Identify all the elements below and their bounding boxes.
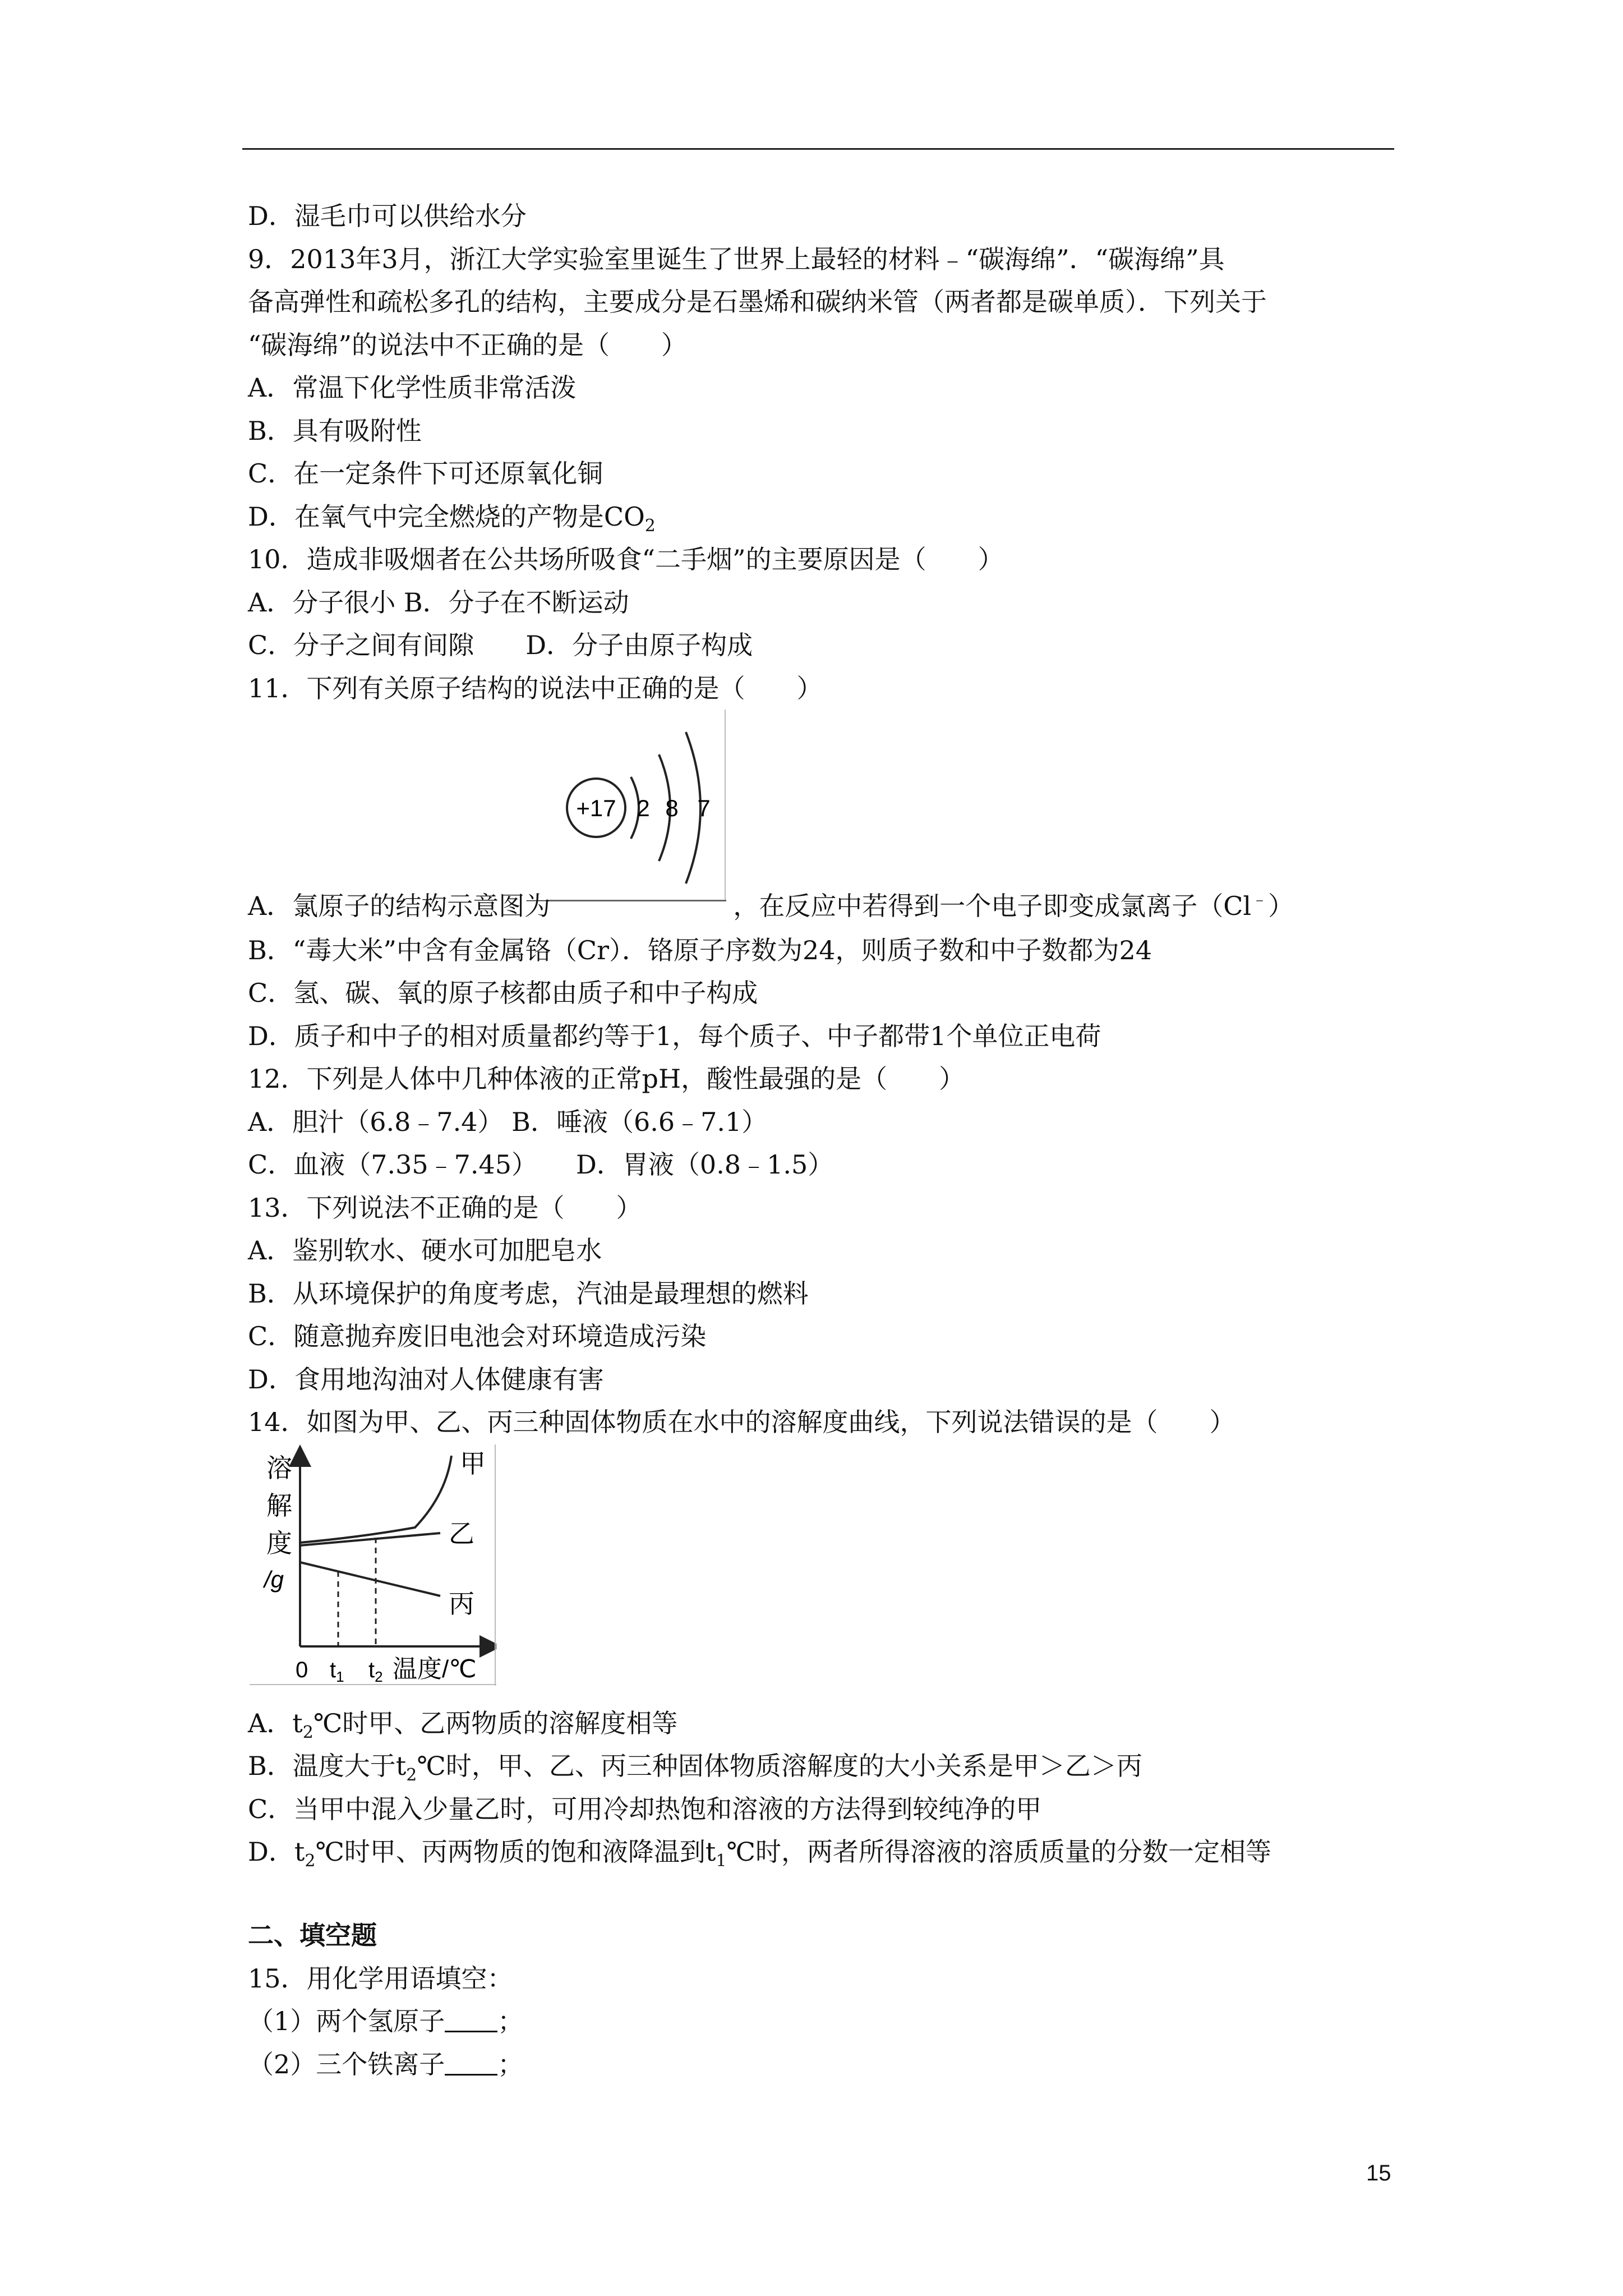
option-14a [248, 1706, 677, 1750]
option-11a-close: ） [1268, 891, 1294, 921]
option-13a: A．鉴别软水、硬水可加肥皂水 [248, 1235, 602, 1266]
option-13d: D．食用地沟油对人体健康有害 [248, 1364, 604, 1395]
option-14b-subscript: 2 [406, 1765, 417, 1785]
option-14d-lead: D．t [248, 1837, 305, 1867]
shell-1-electrons: 2 [637, 795, 650, 821]
t1-label [330, 1658, 344, 1685]
question-15-part1 [248, 2004, 523, 2038]
solubility-curve-chart [250, 1444, 496, 1686]
question-15-part2-end: ； [497, 2049, 524, 2079]
option-13b: B．从环境保护的角度考虑，汽油是最理想的燃料 [248, 1278, 809, 1309]
question-10: 10．造成非吸烟者在公共场所吸食“二手烟”的主要原因是（ ） [248, 544, 1004, 574]
t1-subscript: 1 [336, 1668, 344, 1685]
option-9a: A．常温下化学性质非常活泼 [248, 372, 577, 403]
shell-2-electrons: 8 [665, 795, 679, 821]
page-number: 15 [1366, 2161, 1391, 2185]
option-9d-text: D．在氧气中完全燃烧的产物是CO [248, 501, 645, 532]
question-9-line2: 备高弹性和疏松多孔的结构，主要成分是石墨烯和碳纳米管（两者都是碳单质）．下列关于 [248, 287, 1267, 317]
t2-subscript: 2 [375, 1668, 383, 1685]
option-14d-subscript-1: 2 [305, 1851, 316, 1871]
header-rule [242, 148, 1394, 150]
question-11: 11．下列有关原子结构的说法中正确的是（ ） [248, 673, 823, 703]
options-10cd: C．分子之间有间隙 D．分子由原子构成 [248, 630, 753, 660]
options-12cd: C．血液（7.35﹣7.45） D．胃液（0.8﹣1.5） [248, 1149, 834, 1180]
origin-label: 0 [296, 1658, 308, 1682]
option-14d [248, 1835, 1271, 1878]
answer-blank-1[interactable] [445, 2008, 497, 2032]
label-jia: 甲 [460, 1449, 486, 1478]
option-11a-lead: A．氯原子的结构示意图为 [248, 891, 551, 921]
option-14c: C．当甲中混入少量乙时，可用冷却热饱和溶液的方法得到较纯净的甲 [248, 1794, 1042, 1824]
t2-letter: t [368, 1658, 375, 1682]
chlorine-atom-diagram [547, 710, 726, 900]
question-9-line3: “碳海绵”的说法中不正确的是（ ） [248, 330, 688, 360]
ylabel-unit: /g [264, 1566, 284, 1593]
option-9d [248, 500, 656, 543]
shell-3-electrons: 7 [697, 795, 711, 821]
curve-jia [300, 1456, 451, 1543]
options-12ab: A．胆汁（6.8﹣7.4） B．唾液（6.6﹣7.1） [248, 1107, 768, 1137]
option-14b-lead: B．温度大于t [248, 1751, 407, 1781]
option-14a-subscript: 2 [302, 1723, 313, 1742]
question-15-part1-text: （1）两个氢原子 [248, 2006, 445, 2036]
question-15-part2-text: （2）三个铁离子 [248, 2049, 445, 2079]
ylabel-char-3: 度 [266, 1529, 292, 1558]
answer-blank-2[interactable] [445, 2051, 497, 2076]
option-9c: C．在一定条件下可还原氧化铜 [248, 458, 603, 489]
t2-label [368, 1658, 383, 1685]
option-14d-text: ℃时，两者所得溶液的溶质质量的分数一定相等 [726, 1837, 1271, 1867]
option-14d-subscript-2: 1 [716, 1851, 727, 1871]
question-12: 12．下列是人体中几种体液的正常pH，酸性最强的是（ ） [248, 1064, 965, 1094]
option-11b: B．“毒大米”中含有金属铬（Cr）．铬原子序数为24，则质子数和中子数都为24 [248, 935, 1152, 965]
question-15: 15．用化学用语填空： [248, 1963, 513, 1994]
option-13c: C．随意抛弃废旧电池会对环境造成污染 [248, 1321, 707, 1351]
option-14d-middle: ℃时甲、丙两物质的饱和液降温到t [315, 1837, 716, 1867]
option-11d: D．质子和中子的相对质量都约等于1，每个质子、中子都带1个单位正电荷 [248, 1021, 1101, 1051]
ylabel-char-1: 溶 [266, 1453, 292, 1483]
option-14b [248, 1749, 1142, 1792]
ylabel-char-2: 解 [266, 1491, 292, 1520]
option-8d: D．湿毛巾可以供给水分 [248, 201, 527, 231]
section-heading-fill-in: 二、填空题 [248, 1920, 377, 1950]
question-15-part1-end: ； [497, 2006, 524, 2036]
t1-letter: t [330, 1658, 336, 1682]
question-15-part2 [248, 2047, 523, 2081]
chloride-superscript: ﹣ [1251, 890, 1269, 909]
question-13: 13．下列说法不正确的是（ ） [248, 1193, 642, 1223]
curve-bing [300, 1562, 440, 1596]
question-14: 14．如图为甲、乙、丙三种固体物质在水中的溶解度曲线，下列说法错误的是（ ） [248, 1407, 1235, 1437]
question-9-line1: 9．2013年3月，浙江大学实验室里诞生了世界上最轻的材料﹣“碳海绵”．“碳海绵”具 [248, 244, 1225, 274]
option-11c: C．氢、碳、氧的原子核都由质子和中子构成 [248, 978, 758, 1008]
option-9b: B．具有吸附性 [248, 416, 422, 446]
label-yi: 乙 [449, 1519, 474, 1548]
option-14a-lead: A．t [248, 1708, 303, 1738]
options-10ab: A．分子很小 B．分子在不断运动 [248, 587, 629, 618]
option-11a [248, 883, 1294, 923]
xlabel: 温度/℃ [393, 1655, 477, 1683]
label-bing: 丙 [449, 1589, 474, 1618]
option-11a-tail: ，在反应中若得到一个电子即变成氯离子（Cl [733, 891, 1252, 921]
option-14a-text: ℃时甲、乙两物质的溶解度相等 [313, 1708, 678, 1738]
option-14b-text: ℃时，甲、乙、丙三种固体物质溶解度的大小关系是甲＞乙＞丙 [417, 1751, 1142, 1781]
co2-subscript: 2 [644, 516, 656, 536]
nucleus-charge: +17 [576, 795, 616, 821]
